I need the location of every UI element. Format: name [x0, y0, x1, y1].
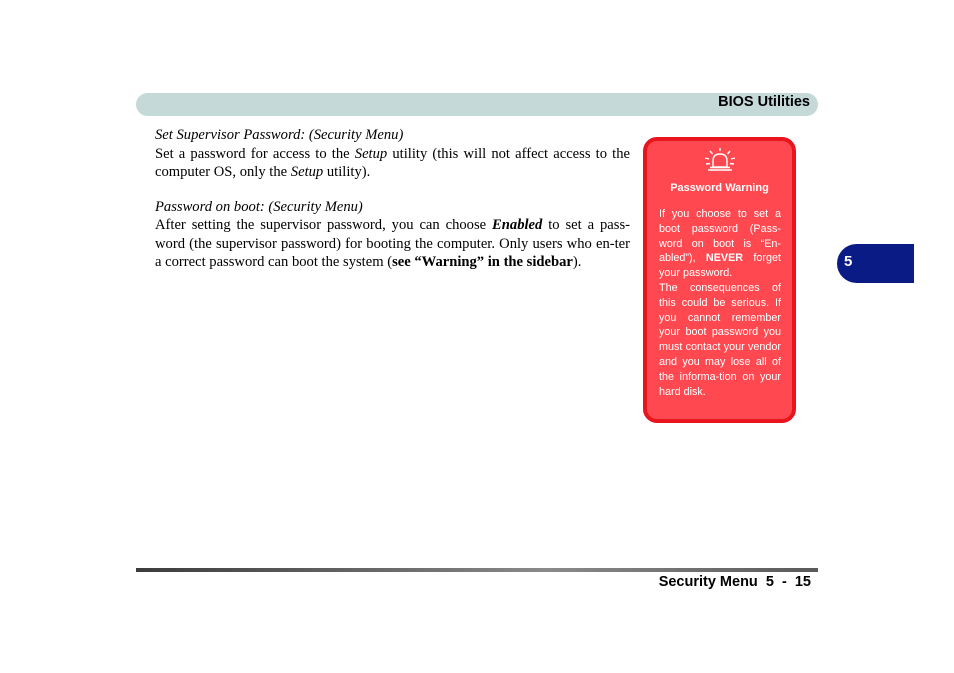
section-heading-password-on-boot: Password on boot: (Security Menu) — [155, 198, 363, 215]
sidebar-paragraph — [659, 207, 781, 281]
body-text: After setting the supervisor password, you can choose — [155, 217, 493, 233]
main-content — [155, 126, 630, 272]
body-text: utility). — [323, 164, 371, 180]
body-text: to set a pass-word (the supervisor password) for booting the computer. Only users who en-ter a correct password can boot the system ( — [155, 217, 630, 270]
password-warning-sidebar — [643, 137, 796, 423]
warning-alarm-icon — [702, 147, 738, 175]
sidebar-text: If you choose to set a boot password (Pass-word on boot is “En-abled”), — [659, 208, 781, 265]
footer-rule — [136, 568, 818, 572]
header-bar — [136, 93, 818, 116]
header-title: BIOS Utilities — [718, 94, 810, 110]
sidebar-title: Password Warning — [670, 182, 769, 194]
sidebar-body — [659, 207, 781, 399]
body-italic: Setup — [290, 164, 324, 180]
body-text: Set a password for access to the — [155, 145, 355, 162]
chapter-number: 5 — [844, 253, 853, 270]
sidebar-bold: NEVER — [705, 252, 744, 265]
chapter-tab — [837, 244, 914, 283]
section-body-supervisor-password — [155, 145, 630, 182]
footer-page-label: Security Menu 5 - 15 — [658, 574, 811, 590]
body-bold-italic: Enabled — [492, 217, 543, 233]
body-italic: Setup — [354, 145, 388, 162]
body-text: ). — [572, 254, 582, 270]
sidebar-text: forget your password. — [659, 252, 782, 280]
body-text: utility (this will not affect access to the computer OS, only the — [155, 145, 630, 180]
section-body-password-on-boot — [155, 216, 630, 272]
sidebar-paragraph: The consequences of this could be serious. If you cannot remember your boot password you must contact your vendor and you may lose all of the informa-tion on your hard disk. — [659, 281, 781, 398]
section-heading-supervisor-password: Set Supervisor Password: (Security Menu) — [155, 127, 404, 143]
body-bold: see “Warning” in the sidebar — [392, 254, 573, 270]
